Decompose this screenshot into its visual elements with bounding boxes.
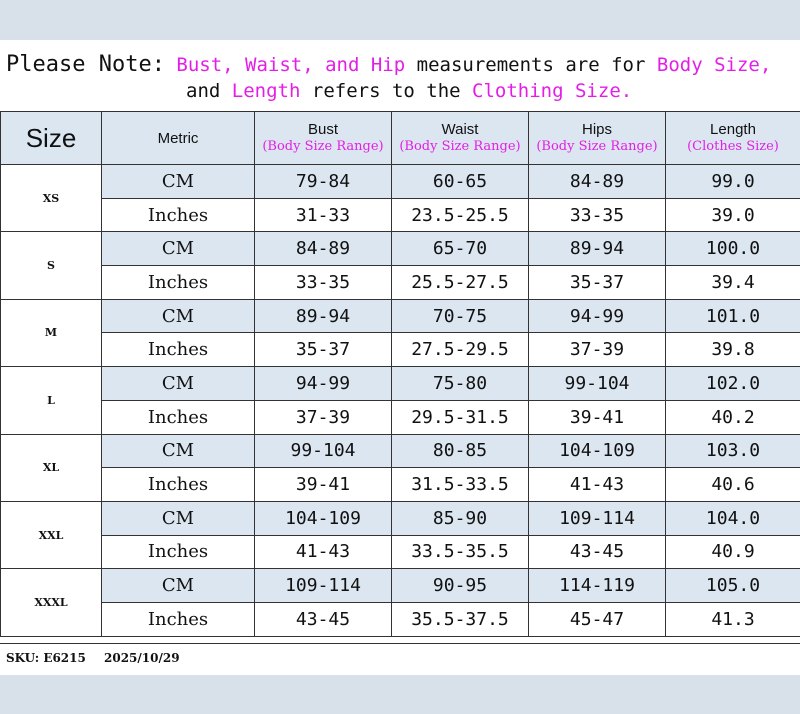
bust-cell: 84-89 [255, 232, 392, 266]
table-row [1, 602, 800, 636]
length-cell: 101.0 [666, 299, 800, 333]
table-row [1, 569, 800, 603]
note-prefix: Please Note: [6, 52, 165, 77]
table-row [1, 232, 800, 266]
table-row [1, 468, 800, 502]
waist-cell: 35.5-37.5 [392, 602, 529, 636]
metric-label: CM [102, 165, 255, 199]
hips-cell: 33-35 [529, 198, 666, 232]
header-size: Size [1, 112, 102, 165]
metric-label: CM [102, 299, 255, 333]
header-waist-sub: (Body Size Range) [399, 139, 521, 154]
size-label: XXXL [1, 569, 102, 636]
length-cell: 39.0 [666, 198, 800, 232]
metric-label: CM [102, 569, 255, 603]
metric-label: CM [102, 501, 255, 535]
header-hips [529, 112, 666, 165]
hips-cell: 84-89 [529, 165, 666, 199]
size-label: L [1, 367, 102, 434]
bust-cell: 99-104 [255, 434, 392, 468]
footer [0, 643, 800, 675]
waist-cell: 31.5-33.5 [392, 468, 529, 502]
size-label: XXL [1, 501, 102, 568]
note-highlight-length: Length [231, 80, 301, 102]
table-row [1, 535, 800, 569]
length-cell: 41.3 [666, 602, 800, 636]
metric-label: Inches [102, 198, 255, 232]
length-cell: 104.0 [666, 501, 800, 535]
hips-cell: 89-94 [529, 232, 666, 266]
note-highlight-clothing-size: Clothing Size. [472, 80, 633, 102]
note-text: and [186, 80, 221, 102]
hips-cell: 39-41 [529, 400, 666, 434]
bust-cell: 37-39 [255, 400, 392, 434]
metric-label: CM [102, 232, 255, 266]
hips-cell: 114-119 [529, 569, 666, 603]
bust-cell: 89-94 [255, 299, 392, 333]
length-cell: 105.0 [666, 569, 800, 603]
bust-cell: 104-109 [255, 501, 392, 535]
length-cell: 40.6 [666, 468, 800, 502]
metric-label: CM [102, 367, 255, 401]
bust-cell: 43-45 [255, 602, 392, 636]
header-bust [255, 112, 392, 165]
waist-cell: 80-85 [392, 434, 529, 468]
sku-label: SKU: E6215 [6, 651, 86, 665]
hips-cell: 94-99 [529, 299, 666, 333]
note-banner [0, 40, 800, 110]
waist-cell: 25.5-27.5 [392, 266, 529, 300]
header-length-label: Length [710, 121, 756, 138]
note-line-1 [6, 52, 771, 77]
length-cell: 99.0 [666, 165, 800, 199]
header-bust-label: Bust [307, 121, 338, 138]
waist-cell: 29.5-31.5 [392, 400, 529, 434]
header-row [1, 112, 800, 165]
metric-label: Inches [102, 535, 255, 569]
waist-cell: 70-75 [392, 299, 529, 333]
hips-cell: 109-114 [529, 501, 666, 535]
bust-cell: 33-35 [255, 266, 392, 300]
length-cell: 40.2 [666, 400, 800, 434]
metric-label: Inches [102, 468, 255, 502]
length-cell: 39.4 [666, 266, 800, 300]
waist-cell: 90-95 [392, 569, 529, 603]
hips-cell: 45-47 [529, 602, 666, 636]
table-row [1, 400, 800, 434]
table-row [1, 299, 800, 333]
table-row [1, 434, 800, 468]
length-cell: 103.0 [666, 434, 800, 468]
note-highlight-body-size: Body Size, [656, 54, 772, 76]
size-label: XL [1, 434, 102, 501]
table-row [1, 165, 800, 199]
size-label: S [1, 232, 102, 299]
header-metric: Metric [102, 112, 255, 165]
table-row [1, 198, 800, 232]
waist-cell: 33.5-35.5 [392, 535, 529, 569]
waist-cell: 60-65 [392, 165, 529, 199]
metric-label: CM [102, 434, 255, 468]
hips-cell: 37-39 [529, 333, 666, 367]
size-chart-sheet [0, 40, 800, 674]
note-line-2 [186, 80, 632, 102]
metric-label: Inches [102, 400, 255, 434]
hips-cell: 99-104 [529, 367, 666, 401]
table-row [1, 333, 800, 367]
waist-cell: 85-90 [392, 501, 529, 535]
length-cell: 100.0 [666, 232, 800, 266]
header-waist-label: Waist [441, 121, 479, 138]
waist-cell: 23.5-25.5 [392, 198, 529, 232]
waist-cell: 65-70 [392, 232, 529, 266]
table-row [1, 501, 800, 535]
metric-label: Inches [102, 602, 255, 636]
note-text: refers to the [311, 80, 461, 102]
header-waist [392, 112, 529, 165]
waist-cell: 27.5-29.5 [392, 333, 529, 367]
header-length-sub: (Clothes Size) [687, 139, 779, 154]
hips-cell: 104-109 [529, 434, 666, 468]
bust-cell: 39-41 [255, 468, 392, 502]
hips-cell: 35-37 [529, 266, 666, 300]
length-cell: 39.8 [666, 333, 800, 367]
bust-cell: 35-37 [255, 333, 392, 367]
length-cell: 40.9 [666, 535, 800, 569]
length-cell: 102.0 [666, 367, 800, 401]
bust-cell: 94-99 [255, 367, 392, 401]
note-text: measurements are for [416, 54, 646, 76]
table-row [1, 266, 800, 300]
metric-label: Inches [102, 266, 255, 300]
hips-cell: 41-43 [529, 468, 666, 502]
bust-cell: 41-43 [255, 535, 392, 569]
waist-cell: 75-80 [392, 367, 529, 401]
size-label: M [1, 299, 102, 366]
table-row [1, 367, 800, 401]
bust-cell: 109-114 [255, 569, 392, 603]
size-table [0, 111, 800, 637]
header-hips-label: Hips [581, 121, 612, 138]
date-label: 2025/10/29 [104, 651, 180, 665]
metric-label: Inches [102, 333, 255, 367]
header-bust-sub: (Body Size Range) [262, 139, 384, 154]
header-length [666, 112, 800, 165]
bust-cell: 31-33 [255, 198, 392, 232]
hips-cell: 43-45 [529, 535, 666, 569]
note-highlight-measurements: Bust, Waist, and Hip [176, 54, 406, 76]
size-label: XS [1, 165, 102, 232]
bust-cell: 79-84 [255, 165, 392, 199]
header-hips-sub: (Body Size Range) [536, 139, 658, 154]
